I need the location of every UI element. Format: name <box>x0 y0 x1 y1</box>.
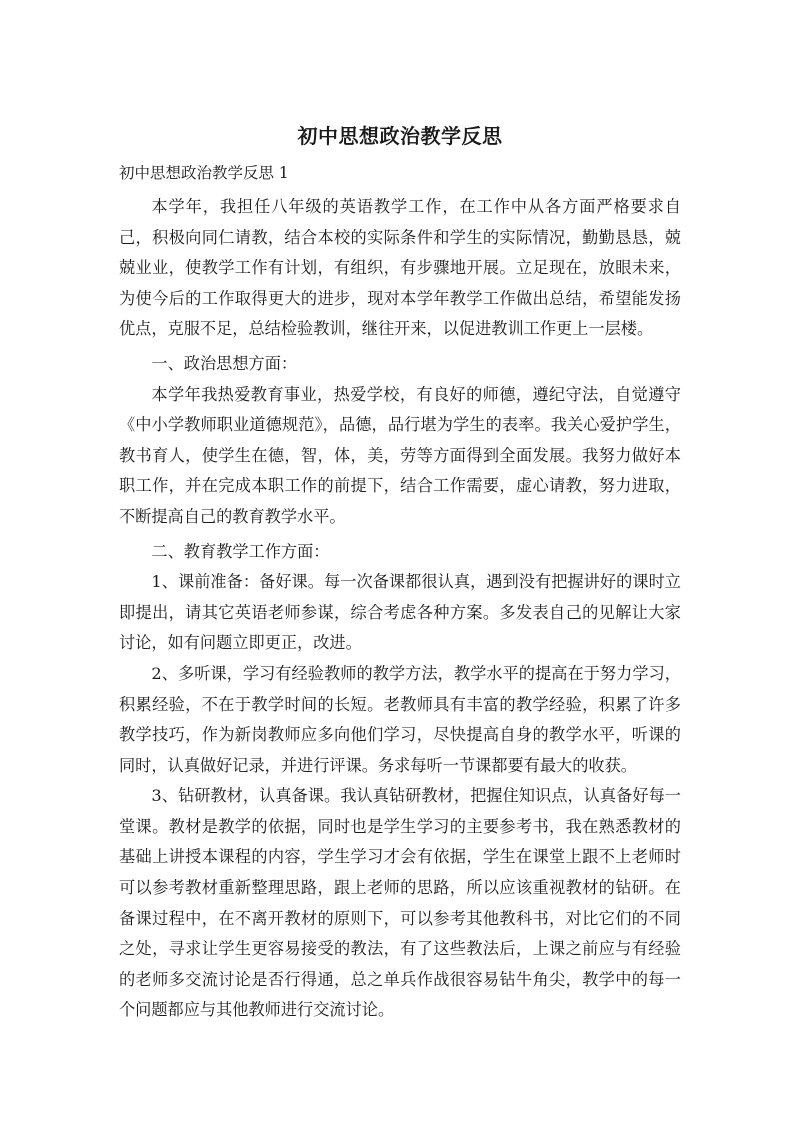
section-heading-teaching: 二、教育教学工作方面： <box>151 541 330 561</box>
document-subtitle: 初中思想政治教学反思 1 <box>119 164 289 182</box>
document-title: 初中思想政治教学反思 <box>297 124 503 148</box>
section-heading-political: 一、政治思想方面： <box>151 353 298 373</box>
intro-paragraph: 本学年，我担任八年级的英语教学工作，在工作中从各方面严格要求自己，积极向同仁请教，结合本校的实际条件和学生的实际情况，勤勤恳恳，兢兢业业，使教学工作有计划，有组织，有步骤地开展。立足现在，放眼未来，为使今后的工作取得更大的进步，现对本学年教学工作做出总结，希望能发扬优点，克服不足，总结检验教训，继往开来，以促进教训工作更上一层楼。 <box>119 197 681 339</box>
document-body <box>119 192 681 1026</box>
teaching-item-3: 3、钻研教材，认真备课。我认真钻研教材，把握住知识点，认真备好每一堂课。教材是教学的依据，同时也是学生学习的主要参考书，我在熟悉教材的基础上讲授本课程的内容，学生学习才会有依据，学生在课堂上跟不上老师时可以参考教材重新整理思路，跟上老师的思路，所以应该重视教材的钻研。在备课过程中，在不离开教材的原则下，可以参考其他教科书，对比它们的不同之处，寻求让学生更容易接受的教法，有了这些教法后，上课之前应与有经验的老师多交流讨论是否行得通，总之单兵作战很容易钻牛角尖，教学中的每一个问题都应与其他教师进行交流讨论。 <box>119 786 681 1020</box>
teaching-item-1: 1、课前准备：备好课。每一次备课都很认真，遇到没有把握讲好的课时立即提出，请其它英语老师参谋，综合考虑各种方案。多发表自己的见解让大家讨论，如有问题立即更正，改进。 <box>119 572 681 653</box>
political-paragraph: 本学年我热爱教育事业，热爱学校，有良好的师德，遵纪守法，自觉遵守《中小学教师职业道德规范》，品德，品行堪为学生的表率。我关心爱护学生，教书育人，使学生在德，智，体，美，劳等方面得到全面发展。我努力做好本职工作，并在完成本职工作的前提下，结合工作需要，虚心请教，努力进取，不断提高自己的教育教学水平。 <box>119 384 681 526</box>
teaching-item-2: 2、多听课，学习有经验教师的教学方法，教学水平的提高在于努力学习，积累经验，不在于教学时间的长短。老教师具有丰富的教学经验，积累了许多教学技巧，作为新岗教师应多向他们学习，尽快提高自身的教学水平，听课的同时，认真做好记录，并进行评课。务求每听一节课都要有最大的收获。 <box>119 663 681 775</box>
